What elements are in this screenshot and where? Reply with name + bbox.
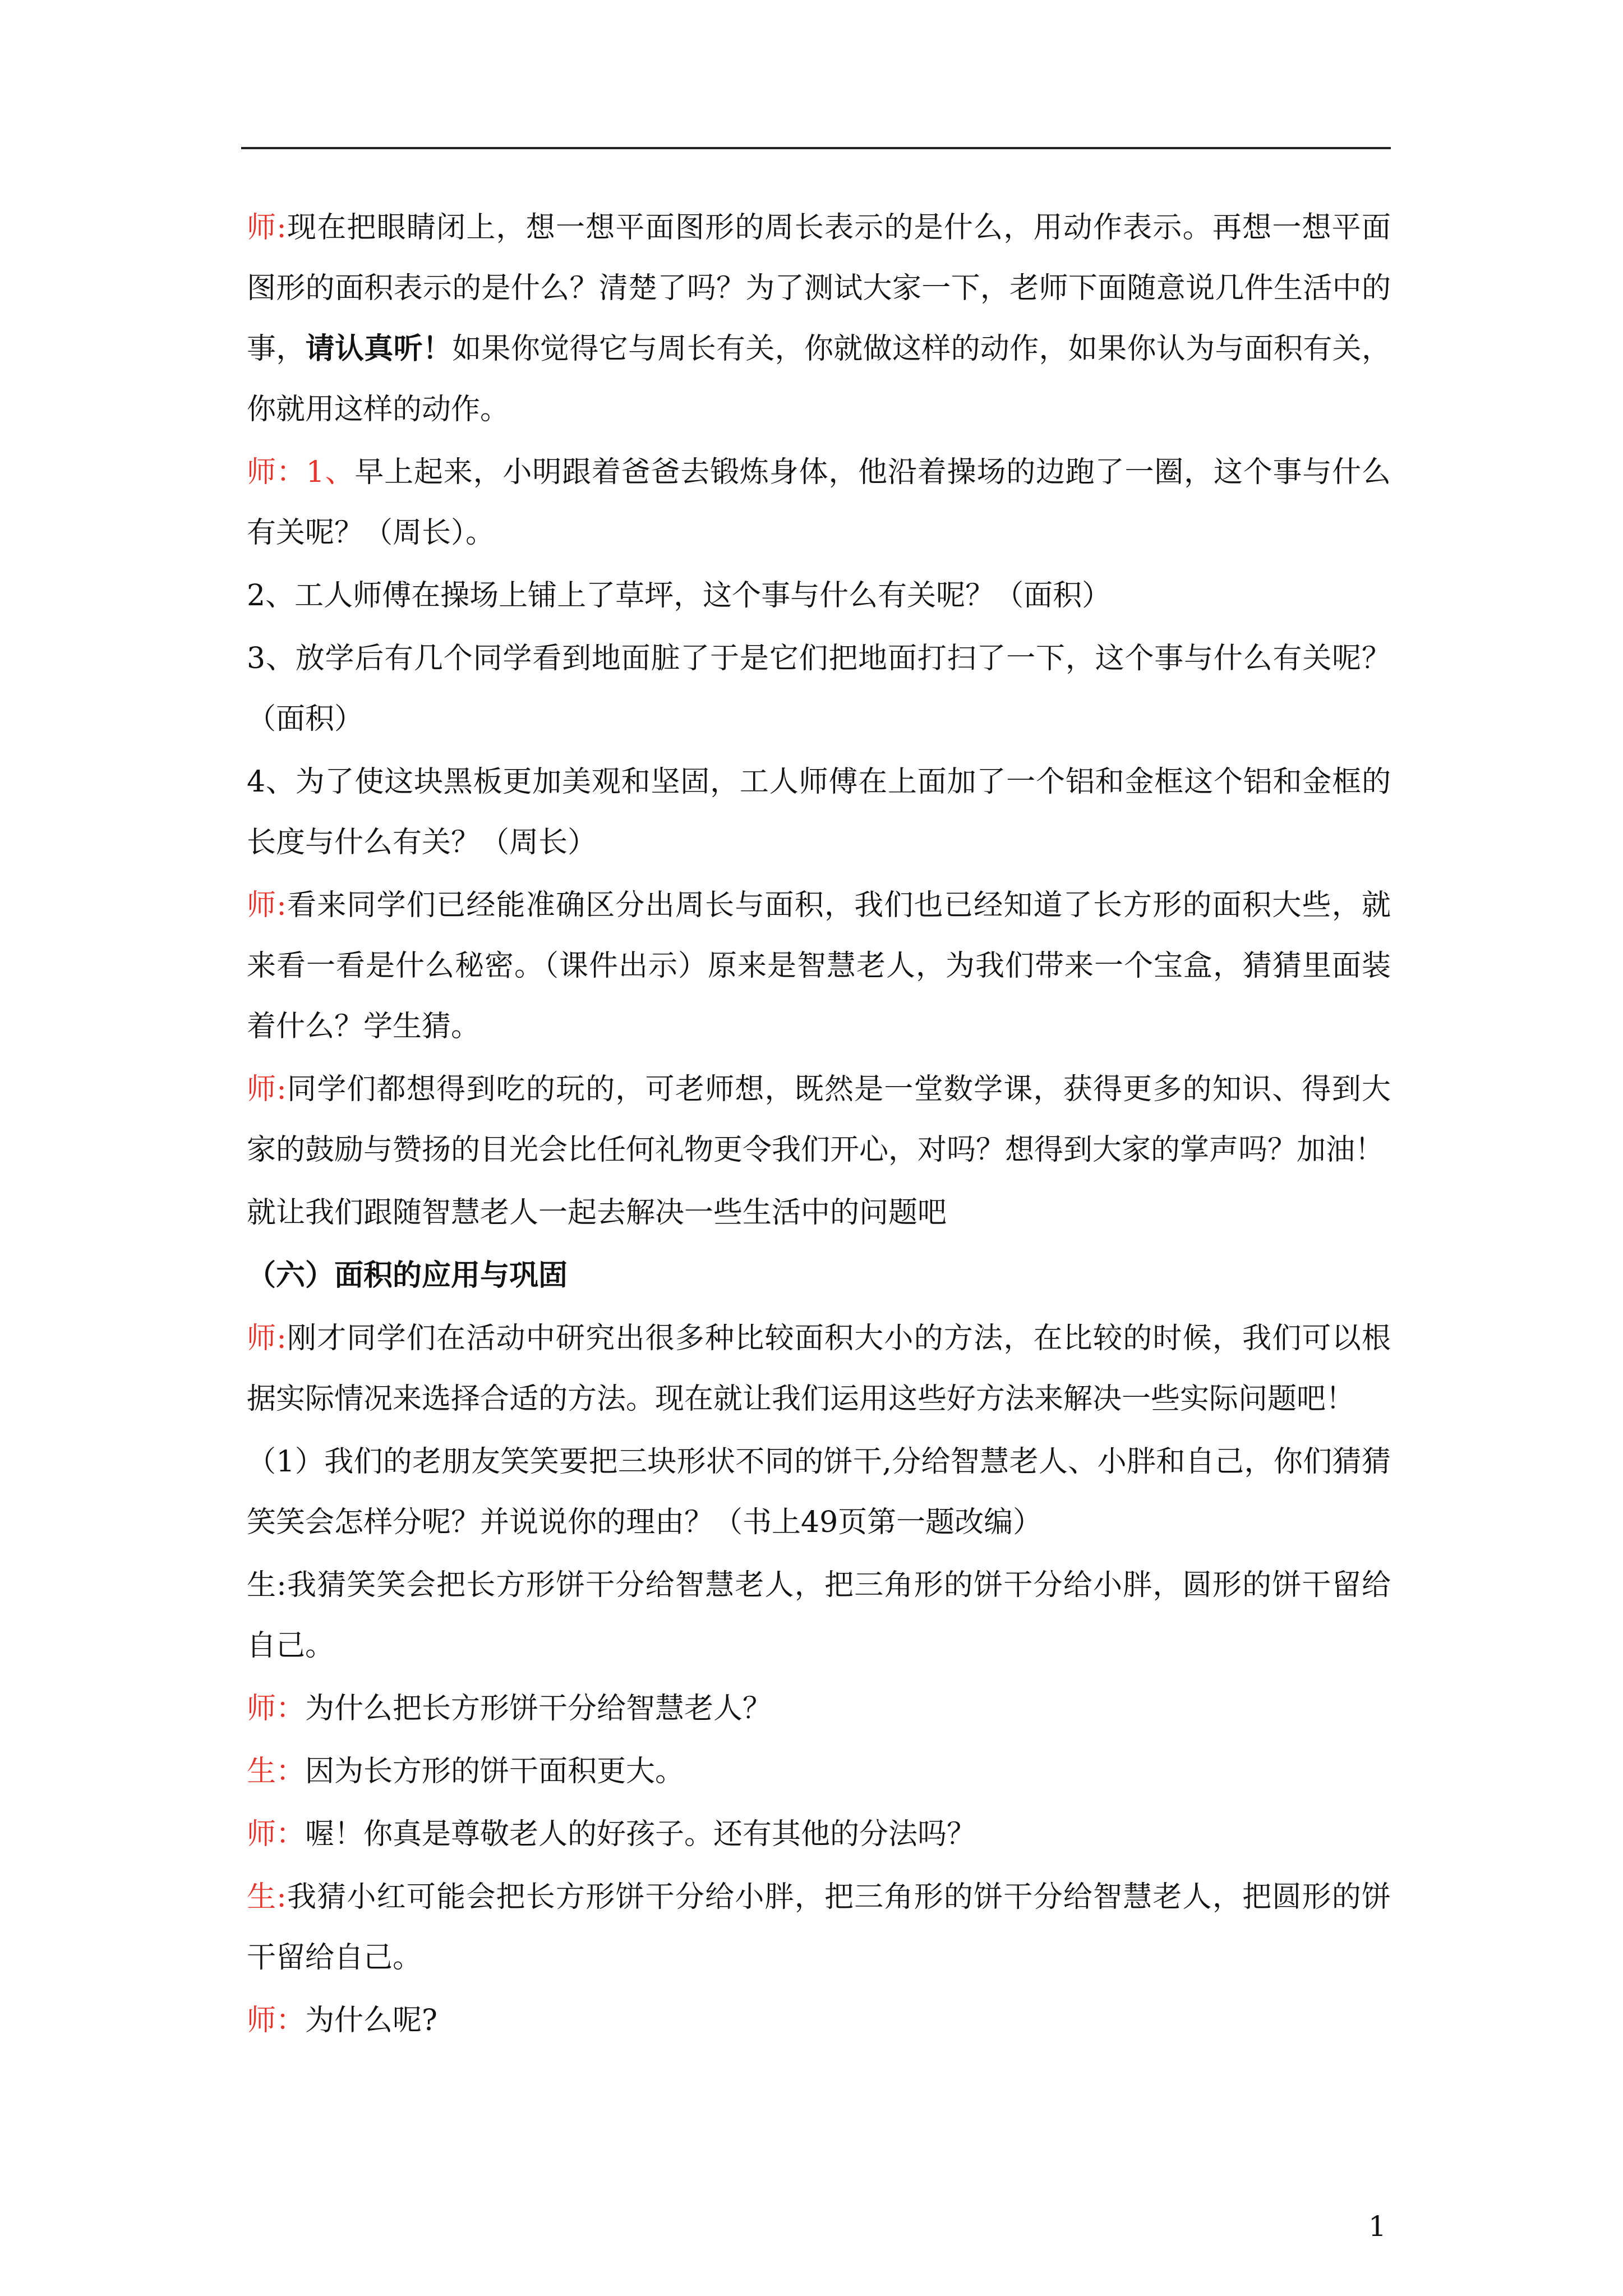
- paragraph: [247, 1432, 1391, 1553]
- text-segment: 1、: [306, 455, 355, 489]
- paragraph: [247, 442, 1391, 563]
- text-segment: 如果你觉得它与周长有关，你就做这样的动作，如果你认为与面积有关，你就用这样的动作。: [247, 332, 1391, 426]
- text-segment: 3、放学后有几个同学看到地面脏了于是它们把地面打扫了一下，这个事与什么有关呢？（面积）: [247, 642, 1391, 736]
- text-segment: 我猜小红可能会把长方形饼干分给小胖，把三角形的饼干分给智慧老人，把圆形的饼干留给自己。: [247, 1880, 1391, 1975]
- text-segment: 为什么呢?: [305, 2004, 437, 2037]
- paragraph: [247, 1245, 1391, 1306]
- text-segment: 早上起来，小明跟着爸爸去锻炼身体，他沿着操场的边跑了一圈，这个事与什么有关呢？（周长）。: [247, 455, 1391, 550]
- speaker-separator: :: [276, 1073, 287, 1106]
- text-segment: 刚才同学们在活动中研究出很多种比较面积大小的方法，在比较的时候，我们可以根据实际情况来选择合适的方法。现在就让我们运用这些好方法来解决一些实际问题吧！: [247, 1322, 1391, 1416]
- speaker-separator: :: [276, 1880, 287, 1914]
- text-segment: 因为长方形的饼干面积更大。: [305, 1755, 685, 1788]
- speaker-label: 生: [247, 1880, 277, 1914]
- paragraph: [247, 197, 1391, 440]
- text-segment: 就让我们跟随智慧老人一起去解决一些生活中的问题吧: [247, 1196, 947, 1230]
- text-segment: 2、工人师傅在操场上铺上了草坪，这个事与什么有关呢？（面积）: [247, 579, 1112, 613]
- speaker-separator: ：: [276, 1755, 306, 1788]
- speaker-separator: :: [276, 889, 287, 922]
- text-segment: 我猜笑笑会把长方形饼干分给智慧老人，把三角形的饼干分给小胖，圆形的饼干留给自己。: [247, 1568, 1391, 1663]
- paragraph: [247, 1990, 1391, 2051]
- text-segment: 4、为了使这块黑板更加美观和坚固，工人师傅在上面加了一个铝和金框这个铝和金框的长度与什么有关？（周长）: [247, 765, 1391, 859]
- speaker-label: 师: [247, 211, 277, 245]
- speaker-separator: ：: [276, 1818, 306, 1851]
- paragraph: [247, 1741, 1391, 1802]
- text-segment: 同学们都想得到吃的玩的，可老师想，既然是一堂数学课，获得更多的知识、得到大家的鼓励与赞扬的目光会比任何礼物更令我们开心，对吗？想得到大家的掌声吗？加油！: [247, 1073, 1391, 1167]
- speaker-separator: ：: [276, 2004, 306, 2037]
- text-segment: 喔！你真是尊敬老人的好孩子。还有其他的分法吗？: [305, 1818, 976, 1851]
- speaker-label: 师: [247, 889, 277, 922]
- speaker-label: 师: [247, 1818, 276, 1851]
- text-segment: （六）面积的应用与巩固: [247, 1258, 568, 1292]
- speaker-label: 生: [247, 1755, 276, 1788]
- paragraph: [247, 1678, 1391, 1739]
- paragraph: [247, 565, 1391, 626]
- header-rule: [241, 147, 1391, 149]
- speaker-label: 师: [247, 455, 276, 489]
- speaker-label: 师: [247, 1322, 277, 1355]
- speaker-separator: ：: [276, 455, 306, 489]
- text-segment: 看来同学们已经能准确区分出周长与面积，我们也已经知道了长方形的面积大些，就来看一看是什么秘密。（课件出示）原来是智慧老人，为我们带来一个宝盒，猜猜里面装着什么？学生猜。: [247, 889, 1391, 1043]
- paragraph: [247, 628, 1391, 749]
- paragraph: [247, 1182, 1391, 1243]
- paragraph: [247, 1308, 1391, 1429]
- paragraph: [247, 1804, 1391, 1865]
- page-number: 1: [1368, 2210, 1386, 2243]
- speaker-label: 师: [247, 2004, 276, 2037]
- text-segment: 为什么把长方形饼干分给智慧老人？: [305, 1692, 772, 1726]
- text-segment: 现在把眼睛闭上，想一想平面图形的周长表示的是什么，用动作表示。再想一想平面图形的面积表示的是什么？清楚了吗？为了测试大家一下，老师下面随意说几件生活中的事，: [247, 211, 1391, 366]
- speaker-separator: :: [276, 211, 287, 245]
- paragraph: [247, 1059, 1391, 1180]
- speaker-separator: ：: [276, 1692, 306, 1726]
- paragraph: [247, 1555, 1391, 1676]
- speaker-label: 生: [247, 1568, 277, 1602]
- paragraph: [247, 1867, 1391, 1988]
- speaker-separator: :: [276, 1568, 287, 1602]
- text-segment: 请认真听！: [305, 332, 453, 366]
- speaker-label: 师: [247, 1073, 277, 1106]
- document-body: [247, 197, 1391, 2053]
- speaker-label: 师: [247, 1692, 276, 1726]
- paragraph: [247, 875, 1391, 1057]
- text-segment: （1）我们的老朋友笑笑要把三块形状不同的饼干,分给智慧老人、小胖和自己，你们猜猜笑笑会怎样分呢？并说说你的理由？（书上49页第一题改编）: [247, 1445, 1391, 1539]
- paragraph: [247, 752, 1391, 873]
- speaker-separator: :: [276, 1322, 287, 1355]
